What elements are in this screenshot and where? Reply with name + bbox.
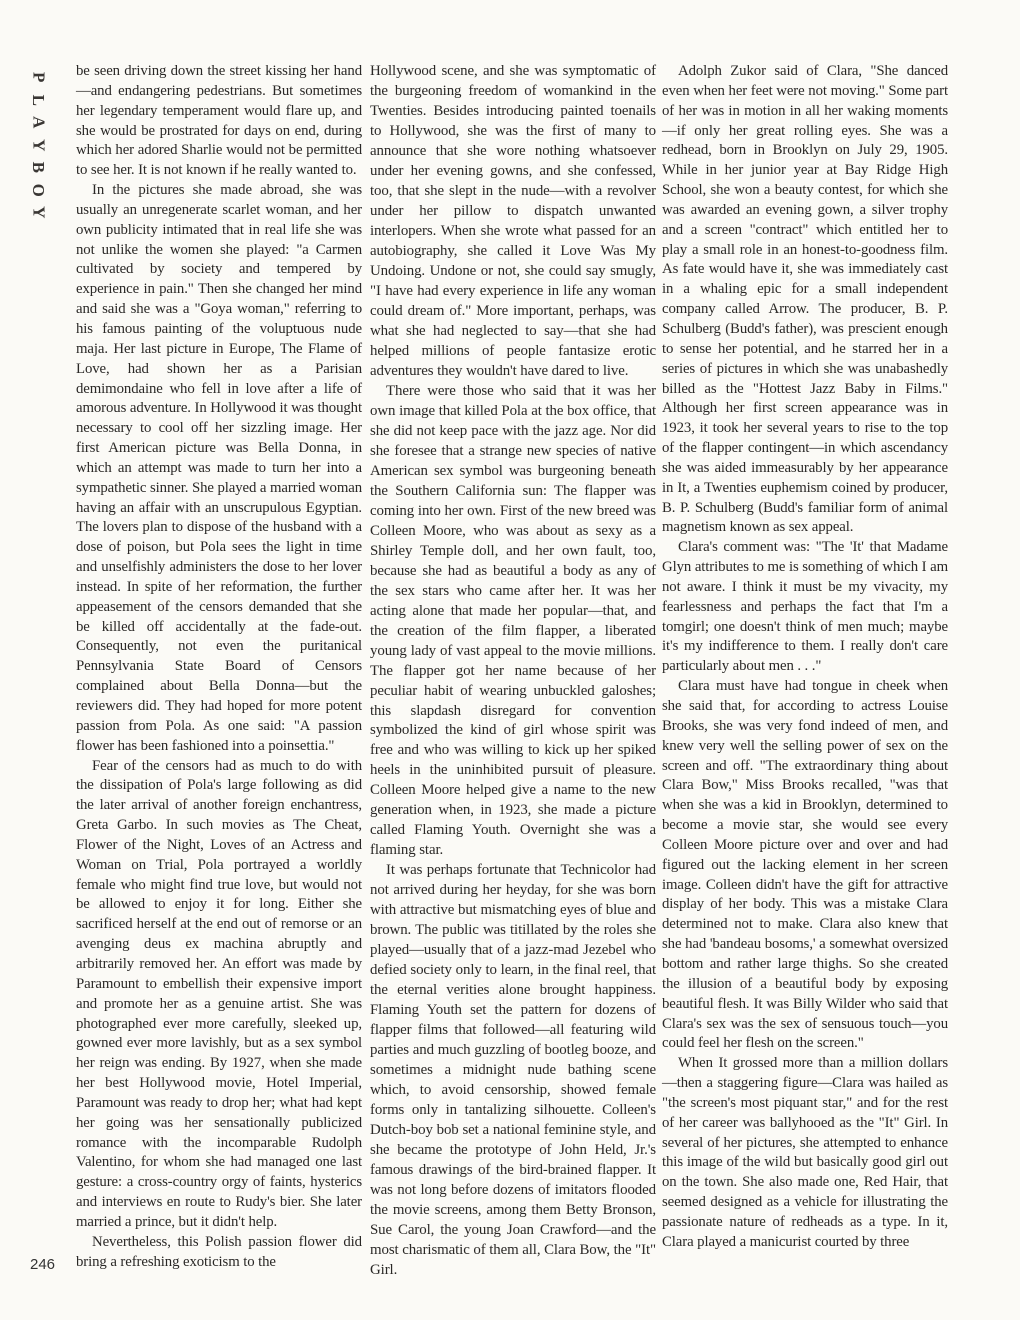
text-column-3 <box>662 62 948 1253</box>
magazine-side-title: P L A Y B O Y <box>29 72 49 219</box>
paragraph: be seen driving down the street kissing her hand—and endangering pedestrians. But sometimes her legendary temperament would flare up, and she would be prostrated for days on end, during which her adored Sharlie would not be permitted to see her. It is not known if he really wanted to. <box>76 63 362 179</box>
paragraph: Nevertheless, this Polish passion flower did bring a refreshing exoticism to the <box>76 1233 362 1270</box>
paragraph: Clara must have had tongue in cheek when she said that, for according to actress Louise Brooks, she was very fond indeed of men, and knew very well the selling power of sex on the screen and off. "The extraordinary thing about Clara Bow," Miss Brooks recalled, "was that when she was a kid in Brooklyn, determined to become a movie star, she would see every Colleen Moore picture over and over and had figured out the lacking element in her screen image. Colleen didn't have the gift for attractive display of her body. This was a mistake Clara determined not to make. Clara also knew that she had 'bandeau bosoms,' a somewhat oversized bottom and rather large thighs. So she created the illusion of a beautiful body by exposing beautiful flesh. It was Billy Wilder who said that Clara's sex was the sex of sensuous touch—you could feel her flesh on the screen." <box>662 678 948 1052</box>
text-column-2 <box>370 62 656 1281</box>
paragraph: It was perhaps fortunate that Technicolor had not arrived during her heyday, for she was born with attractive but mismatching eyes of blue and brown. The public was titillated by the roles she played—usually that of a jazz-mad Jezebel who defied society only to learn, in the final reel, that the eternal verities alone brought happiness. Flaming Youth set the pattern for dozens of flapper films that followed—all featuring wild parties and much guzzling of bootleg booze, and sometimes a midnight nude bathing scene which, to avoid censorship, showed female forms only in tantalizing silhouette. Colleen's Dutch-boy bob set a national feminine style, and she became the prototype of John Held, Jr.'s famous drawings of the bird-brained flapper. It was not long before dozens of imitators flooded the movie screens, among them Betty Bronson, Sue Carol, the young Joan Crawford—and the most charismatic of them all, Clara Bow, the "It" Girl. <box>370 862 656 1279</box>
paragraph: Fear of the censors had as much to do with the dissipation of Pola's large following as did the later arrival of another foreign enchantress, Greta Garbo. In such movies as The Cheat, Flower of the Night, Loves of an Actress and Woman on Trial, Pola portrayed a worldly female who might find true love, but would not be allowed to enjoy it for long. Either she sacrificed herself at the end out of remorse or an avenging deus ex machina abruptly and arbitrarily removed her. An effort was made by Paramount to embellish their expensive import and promote her as a genuine artist. She was photographed ever more carefully, sleeked up, gowned ever more lavishly, but as a sex symbol her reign was ending. By 1927, when she made her best Hollywood movie, Hotel Imperial, Paramount was ready to drop her; what had kept her going was her sensationally publicized romance with the incomparable Rudolph Valentino, for whom she had managed one last gesture: a cross-country orgy of faints, hysterics and interviews en route to Rudy's bier. She later married a prince, but it didn't help. <box>76 757 362 1230</box>
paragraph: There were those who said that it was her own image that killed Pola at the box office, that she did not keep pace with the jazz age. Nor did she foresee that a strange new species of native American sex symbol was burgeoning beneath the Southern California sun: The flapper was coming into her own. First of the new breed was Colleen Moore, who was about as sexy as a Shirley Temple doll, and her own fault, too, because she had as beautiful a body as any of the sex stars who came after her. It was her acting alone that made her popular—that, and the creation of the film flapper, a liberated young lady of vast appeal to the movie millions. The flapper got her name because of her peculiar habit of wearing unbuckled galoshes; this slapdash disregard for convention symbolized the kind of girl whose spirit was free and who was willing to kick up her spiked heels in the uninhibited pursuit of pleasure. Colleen Moore helped give a name to the new generation when, in 1923, she made a picture called Flaming Youth. Overnight she was a flaming star. <box>370 382 656 859</box>
text-column-1 <box>76 62 362 1272</box>
paragraph: Adolph Zukor said of Clara, "She danced even when her feet were not moving." Some part of her was in motion in all her waking moments—if only her great rolling eyes. She was a redhead, born in Brooklyn on July 29, 1905. While in her junior year at Bay Ridge High School, she won a beauty contest, for which she was awarded an evening gown, a silver trophy and a screen "contract" which entitled her to play a small role in an honest-to-goodness film. As fate would have it, she was immediately cast in a whaling epic for a small independent company called Arrow. The producer, B. P. Schulberg (Budd's father), was prescient enough to sense her potential, and he starred her in a series of pictures in which she was unabashedly billed as the "Hottest Jazz Baby in Films." Although her first screen appearance was in 1923, it took her several years to rise to the top of the flapper contingent—in which ascendancy she was aided immeasurably by her appearance in It, a Twenties euphemism coined by producer, B. P. Schulberg (Budd's familiar form of animal magnetism known as sex appeal. <box>662 63 948 536</box>
page-number: 246 <box>30 1256 56 1273</box>
paragraph: In the pictures she made abroad, she was usually an unregenerate scarlet woman, and her own publicity intimated that in real life she was not unlike the women she played: "a Carmen cultivated by society and tempered by experience in pain." Then she changed her mind and said she was a "Goya woman," referring to his famous painting of the voluptuous nude maja. Her last picture in Europe, The Flame of Love, had shown her as a Parisian demimondaine who fell in love after a life of amorous adventure. In Hollywood it was thought necessary to cool off her sizzling image. Her first American picture was Bella Donna, in which an attempt was made to turn her into a sympathetic sinner. She played a married woman having an affair with an unscrupulous Egyptian. The lovers plan to dispose of the husband with a dose of poison, but Pola sees the light in time and unselfishly administers the dose to her lover instead. In spite of her reformation, the further appeasement of the censors demanded that she be killed off accidentally at the fade-out. Consequently, not even the puritanical Pennsylvania State Board of Censors complained about Bella Donna—but the reviewers did. They had hoped for more potent passion from Pola. As one said: "A passion flower has been fashioned into a poinsettia." <box>76 182 362 754</box>
paragraph: When It grossed more than a million dollars—then a staggering figure—Clara was hailed as "the screen's most piquant star," and for the rest of her career was ballyhooed as the "It" Girl. In several of her pictures, she attempted to enhance this image of the wild but basically good girl out on the town. She also made one, Red Hair, that seemed designed as a vehicle for illustrating the passionate nature of redheads as a type. In it, Clara played a manicurist courted by three <box>662 1055 948 1250</box>
paragraph: Hollywood scene, and she was symptomatic of the burgeoning freedom of womankind in the Twenties. Besides introducing painted toenails to Hollywood, she was the first of many to announce that she wore nothing whatsoever under her evening gowns, and she confessed, too, that she slept in the nude—with a revolver under her pillow to dispatch unwanted interlopers. When she wrote what passed for an autobiography, she called it Love Was My Undoing. Undone or not, she could say smugly, "I have had every experience in life any woman could dream of." More important, perhaps, was what she had neglected to say—that she had helped millions of people fantasize erotic adventures they wouldn't have dared to live. <box>370 63 656 379</box>
paragraph: Clara's comment was: "The 'It' that Madame Glyn attributes to me is something of which I am not aware. I think it must be my vivacity, my fearlessness and perhaps the fact that I'm a tomgirl; one doesn't think of men much; maybe it's my indifference to them. I really don't care particularly about men . . ." <box>662 539 948 675</box>
